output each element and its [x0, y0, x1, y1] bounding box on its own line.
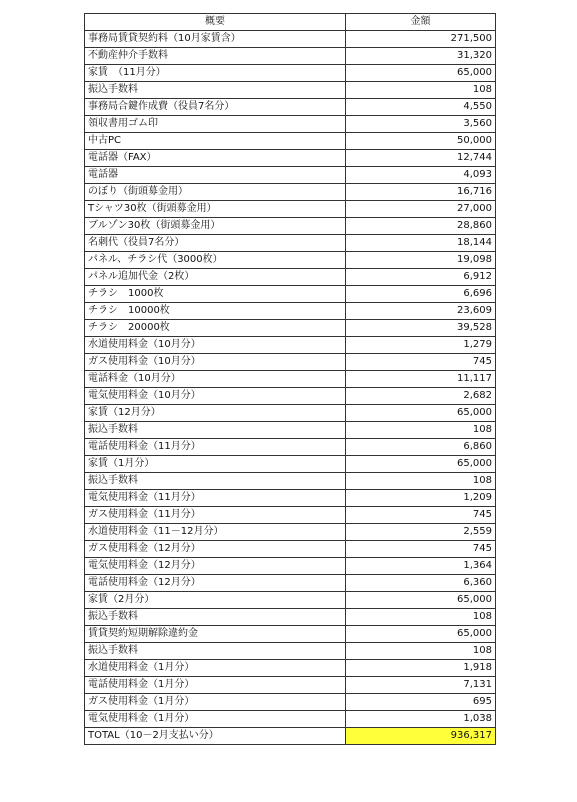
- table-row: [85, 235, 496, 252]
- table-row: [85, 541, 496, 558]
- table-row: [85, 31, 496, 48]
- row-description: 電話使用料金（11月分）: [85, 439, 346, 456]
- row-amount: 65,000: [346, 456, 496, 473]
- table-row: [85, 388, 496, 405]
- row-amount: 11,117: [346, 371, 496, 388]
- row-description: 電気使用料金（1月分）: [85, 711, 346, 728]
- row-amount: 1,209: [346, 490, 496, 507]
- row-amount: 27,000: [346, 201, 496, 218]
- row-description: 家賃 （11月分）: [85, 65, 346, 82]
- row-description: 電話器（FAX）: [85, 150, 346, 167]
- description-header: 概要: [85, 14, 346, 31]
- row-amount: 28,860: [346, 218, 496, 235]
- total-row: [85, 728, 496, 745]
- table-row: [85, 439, 496, 456]
- row-description: チラシ 1000枚: [85, 286, 346, 303]
- row-amount: 12,744: [346, 150, 496, 167]
- row-description: ブルゾン30枚（街頭募金用）: [85, 218, 346, 235]
- row-amount: 4,093: [346, 167, 496, 184]
- table-row: [85, 354, 496, 371]
- row-amount: 7,131: [346, 677, 496, 694]
- row-description: のぼり（街頭募金用）: [85, 184, 346, 201]
- table-row: [85, 184, 496, 201]
- table-row: [85, 524, 496, 541]
- row-description: 電話料金（10月分）: [85, 371, 346, 388]
- row-amount: 3,560: [346, 116, 496, 133]
- row-description: 水道使用料金（11－12月分）: [85, 524, 346, 541]
- table-row: [85, 82, 496, 99]
- table-row: [85, 65, 496, 82]
- amount-header: 金額: [346, 14, 496, 31]
- row-amount: 2,559: [346, 524, 496, 541]
- row-description: 不動産仲介手数料: [85, 48, 346, 65]
- row-amount: 1,364: [346, 558, 496, 575]
- row-description: 振込手数料: [85, 643, 346, 660]
- table-row: [85, 660, 496, 677]
- row-amount: 108: [346, 473, 496, 490]
- row-amount: 108: [346, 422, 496, 439]
- row-description: 振込手数料: [85, 422, 346, 439]
- table-row: [85, 201, 496, 218]
- table-row: [85, 592, 496, 609]
- table-row: [85, 677, 496, 694]
- row-amount: 108: [346, 609, 496, 626]
- row-amount: 1,918: [346, 660, 496, 677]
- row-description: 電話使用料金（1月分）: [85, 677, 346, 694]
- table-row: [85, 133, 496, 150]
- row-description: ガス使用料金（12月分）: [85, 541, 346, 558]
- row-description: 振込手数料: [85, 473, 346, 490]
- row-amount: 39,528: [346, 320, 496, 337]
- row-description: 電気使用料金（11月分）: [85, 490, 346, 507]
- row-amount: 2,682: [346, 388, 496, 405]
- row-description: 水道使用料金（1月分）: [85, 660, 346, 677]
- row-amount: 65,000: [346, 626, 496, 643]
- table-row: [85, 252, 496, 269]
- table-row: [85, 643, 496, 660]
- row-description: 事務局合鍵作成費（役員7名分）: [85, 99, 346, 116]
- total-amount: 936,317: [346, 728, 496, 745]
- row-amount: 4,550: [346, 99, 496, 116]
- row-amount: 18,144: [346, 235, 496, 252]
- table-row: [85, 337, 496, 354]
- row-description: 領収書用ゴム印: [85, 116, 346, 133]
- row-description: チラシ 20000枚: [85, 320, 346, 337]
- expense-table: [84, 13, 496, 745]
- table-row: [85, 609, 496, 626]
- table-row: [85, 558, 496, 575]
- row-description: 振込手数料: [85, 82, 346, 99]
- table-row: [85, 456, 496, 473]
- row-amount: 695: [346, 694, 496, 711]
- total-label: TOTAL（10－2月支払い分）: [85, 728, 346, 745]
- table-row: [85, 507, 496, 524]
- row-description: チラシ 10000枚: [85, 303, 346, 320]
- table-row: [85, 422, 496, 439]
- row-amount: 745: [346, 541, 496, 558]
- row-description: 水道使用料金（10月分）: [85, 337, 346, 354]
- row-amount: 31,320: [346, 48, 496, 65]
- table-row: [85, 626, 496, 643]
- row-amount: 108: [346, 643, 496, 660]
- table-row: [85, 218, 496, 235]
- table-row: [85, 269, 496, 286]
- row-description: パネル追加代金（2枚）: [85, 269, 346, 286]
- table-row: [85, 303, 496, 320]
- row-amount: 271,500: [346, 31, 496, 48]
- row-amount: 1,038: [346, 711, 496, 728]
- row-amount: 65,000: [346, 592, 496, 609]
- row-amount: 19,098: [346, 252, 496, 269]
- row-amount: 16,716: [346, 184, 496, 201]
- row-description: 家賃（2月分）: [85, 592, 346, 609]
- table-row: [85, 150, 496, 167]
- row-description: 電話使用料金（12月分）: [85, 575, 346, 592]
- row-amount: 6,696: [346, 286, 496, 303]
- row-amount: 23,609: [346, 303, 496, 320]
- row-amount: 50,000: [346, 133, 496, 150]
- row-amount: 745: [346, 507, 496, 524]
- table-row: [85, 320, 496, 337]
- row-description: 名刺代（役員7名分）: [85, 235, 346, 252]
- row-amount: 6,360: [346, 575, 496, 592]
- row-description: 電話器: [85, 167, 346, 184]
- row-description: 電気使用料金（12月分）: [85, 558, 346, 575]
- row-amount: 65,000: [346, 65, 496, 82]
- row-description: 振込手数料: [85, 609, 346, 626]
- table-row: [85, 473, 496, 490]
- row-amount: 6,860: [346, 439, 496, 456]
- row-description: パネル、チラシ代（3000枚）: [85, 252, 346, 269]
- row-amount: 65,000: [346, 405, 496, 422]
- table-row: [85, 575, 496, 592]
- row-amount: 108: [346, 82, 496, 99]
- header-row: [85, 14, 496, 31]
- table-row: [85, 694, 496, 711]
- table-row: [85, 490, 496, 507]
- table-row: [85, 711, 496, 728]
- row-description: 事務局賃貸契約料（10月家賃含）: [85, 31, 346, 48]
- row-description: ガス使用料金（10月分）: [85, 354, 346, 371]
- row-amount: 6,912: [346, 269, 496, 286]
- row-amount: 745: [346, 354, 496, 371]
- row-description: 家賃（12月分）: [85, 405, 346, 422]
- table-row: [85, 116, 496, 133]
- table-row: [85, 48, 496, 65]
- row-description: Tシャツ30枚（街頭募金用）: [85, 201, 346, 218]
- row-description: ガス使用料金（11月分）: [85, 507, 346, 524]
- table-row: [85, 99, 496, 116]
- row-description: 家賃（1月分）: [85, 456, 346, 473]
- row-amount: 1,279: [346, 337, 496, 354]
- row-description: 賃貸契約短期解除違約金: [85, 626, 346, 643]
- table-row: [85, 167, 496, 184]
- row-description: ガス使用料金（1月分）: [85, 694, 346, 711]
- row-description: 電気使用料金（10月分）: [85, 388, 346, 405]
- table-row: [85, 405, 496, 422]
- row-description: 中古PC: [85, 133, 346, 150]
- table-row: [85, 286, 496, 303]
- table-row: [85, 371, 496, 388]
